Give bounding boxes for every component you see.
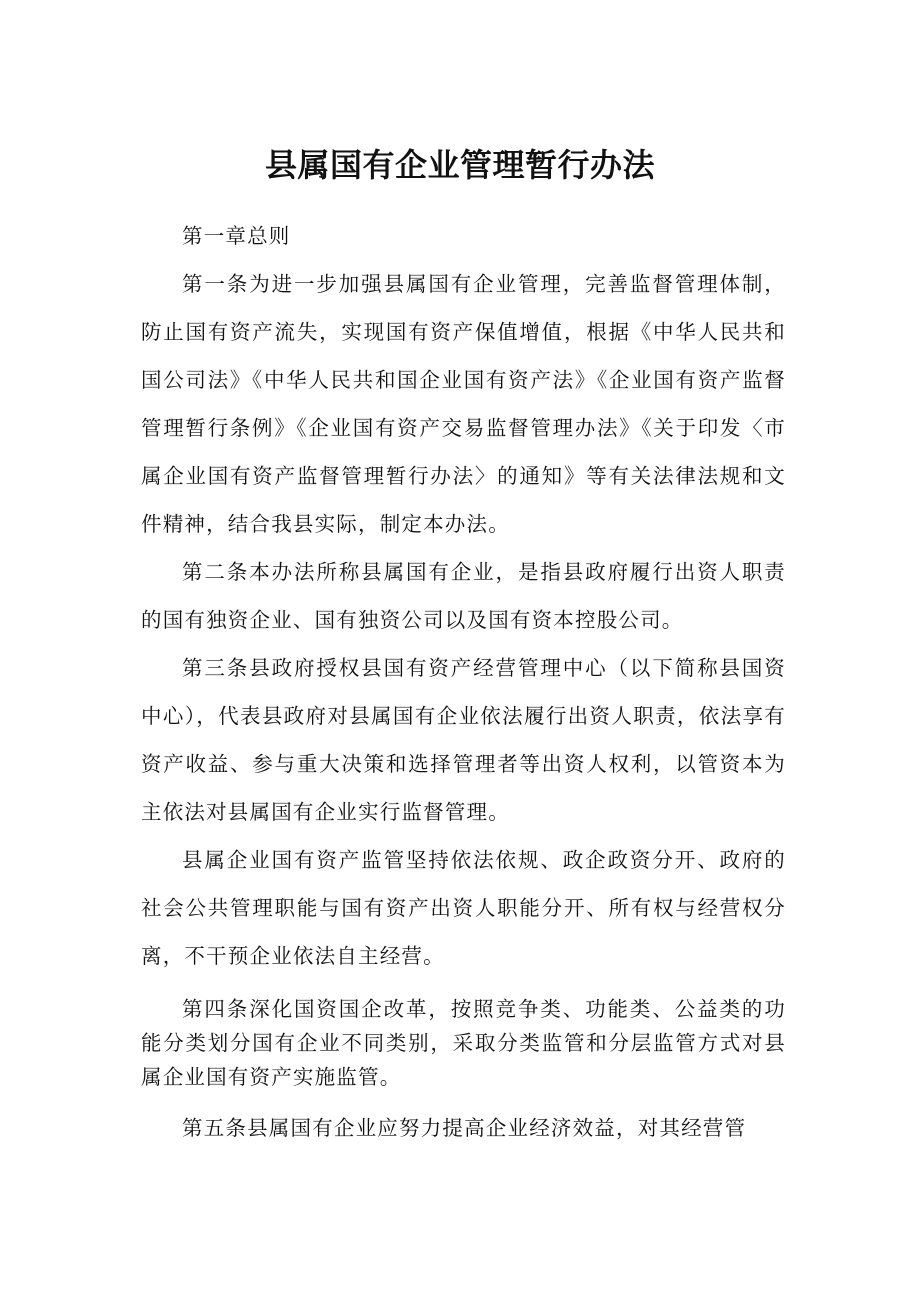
article-2-paragraph: 第二条本办法所称县属国有企业，是指县政府履行出资人职责的国有独资企业、国有独资公司以及国有资本控股公司。 xyxy=(141,560,786,632)
article-3-continuation-paragraph: 县属企业国有资产监管坚持依法依规、政企政资分开、政府的社会公共管理职能与国有资产出资人职能分开、所有权与经营权分离，不干预企业依法自主经营。 xyxy=(141,848,786,968)
document-title: 县属国有企业管理暂行办法 xyxy=(264,146,655,184)
article-5-paragraph: 第五条县属国有企业应努力提高企业经济效益，对其经营管 xyxy=(182,1116,747,1140)
chapter-heading: 第一章总则 xyxy=(182,224,291,248)
article-1-paragraph: 第一条为进一步加强县属国有企业管理，完善监督管理体制，防止国有资产流失，实现国有资产保值增值，根据《中华人民共和国公司法》《中华人民共和国企业国有资产法》《企业国有资产监督管理暂行条例》《企业国有资产交易监督管理办法》《关于印发〈市属企业国有资产监督管理暂行办法〉的通知》等有关法律法规和文件精神，结合我县实际，制定本办法。 xyxy=(141,272,786,536)
article-4-paragraph: 第四条深化国资国企改革，按照竞争类、功能类、公益类的功能分类划分国有企业不同类别，采取分类监管和分层监管方式对县属企业国有资产实施监管。 xyxy=(141,997,786,1089)
document-body xyxy=(141,212,786,1152)
article-3-paragraph: 第三条县政府授权县国有资产经营管理中心（以下简称县国资中心），代表县政府对县属国有企业依法履行出资人职责，依法享有资产收益、参与重大决策和选择管理者等出资人权利，以管资本为主依法对县属国有企业实行监督管理。 xyxy=(141,656,786,824)
